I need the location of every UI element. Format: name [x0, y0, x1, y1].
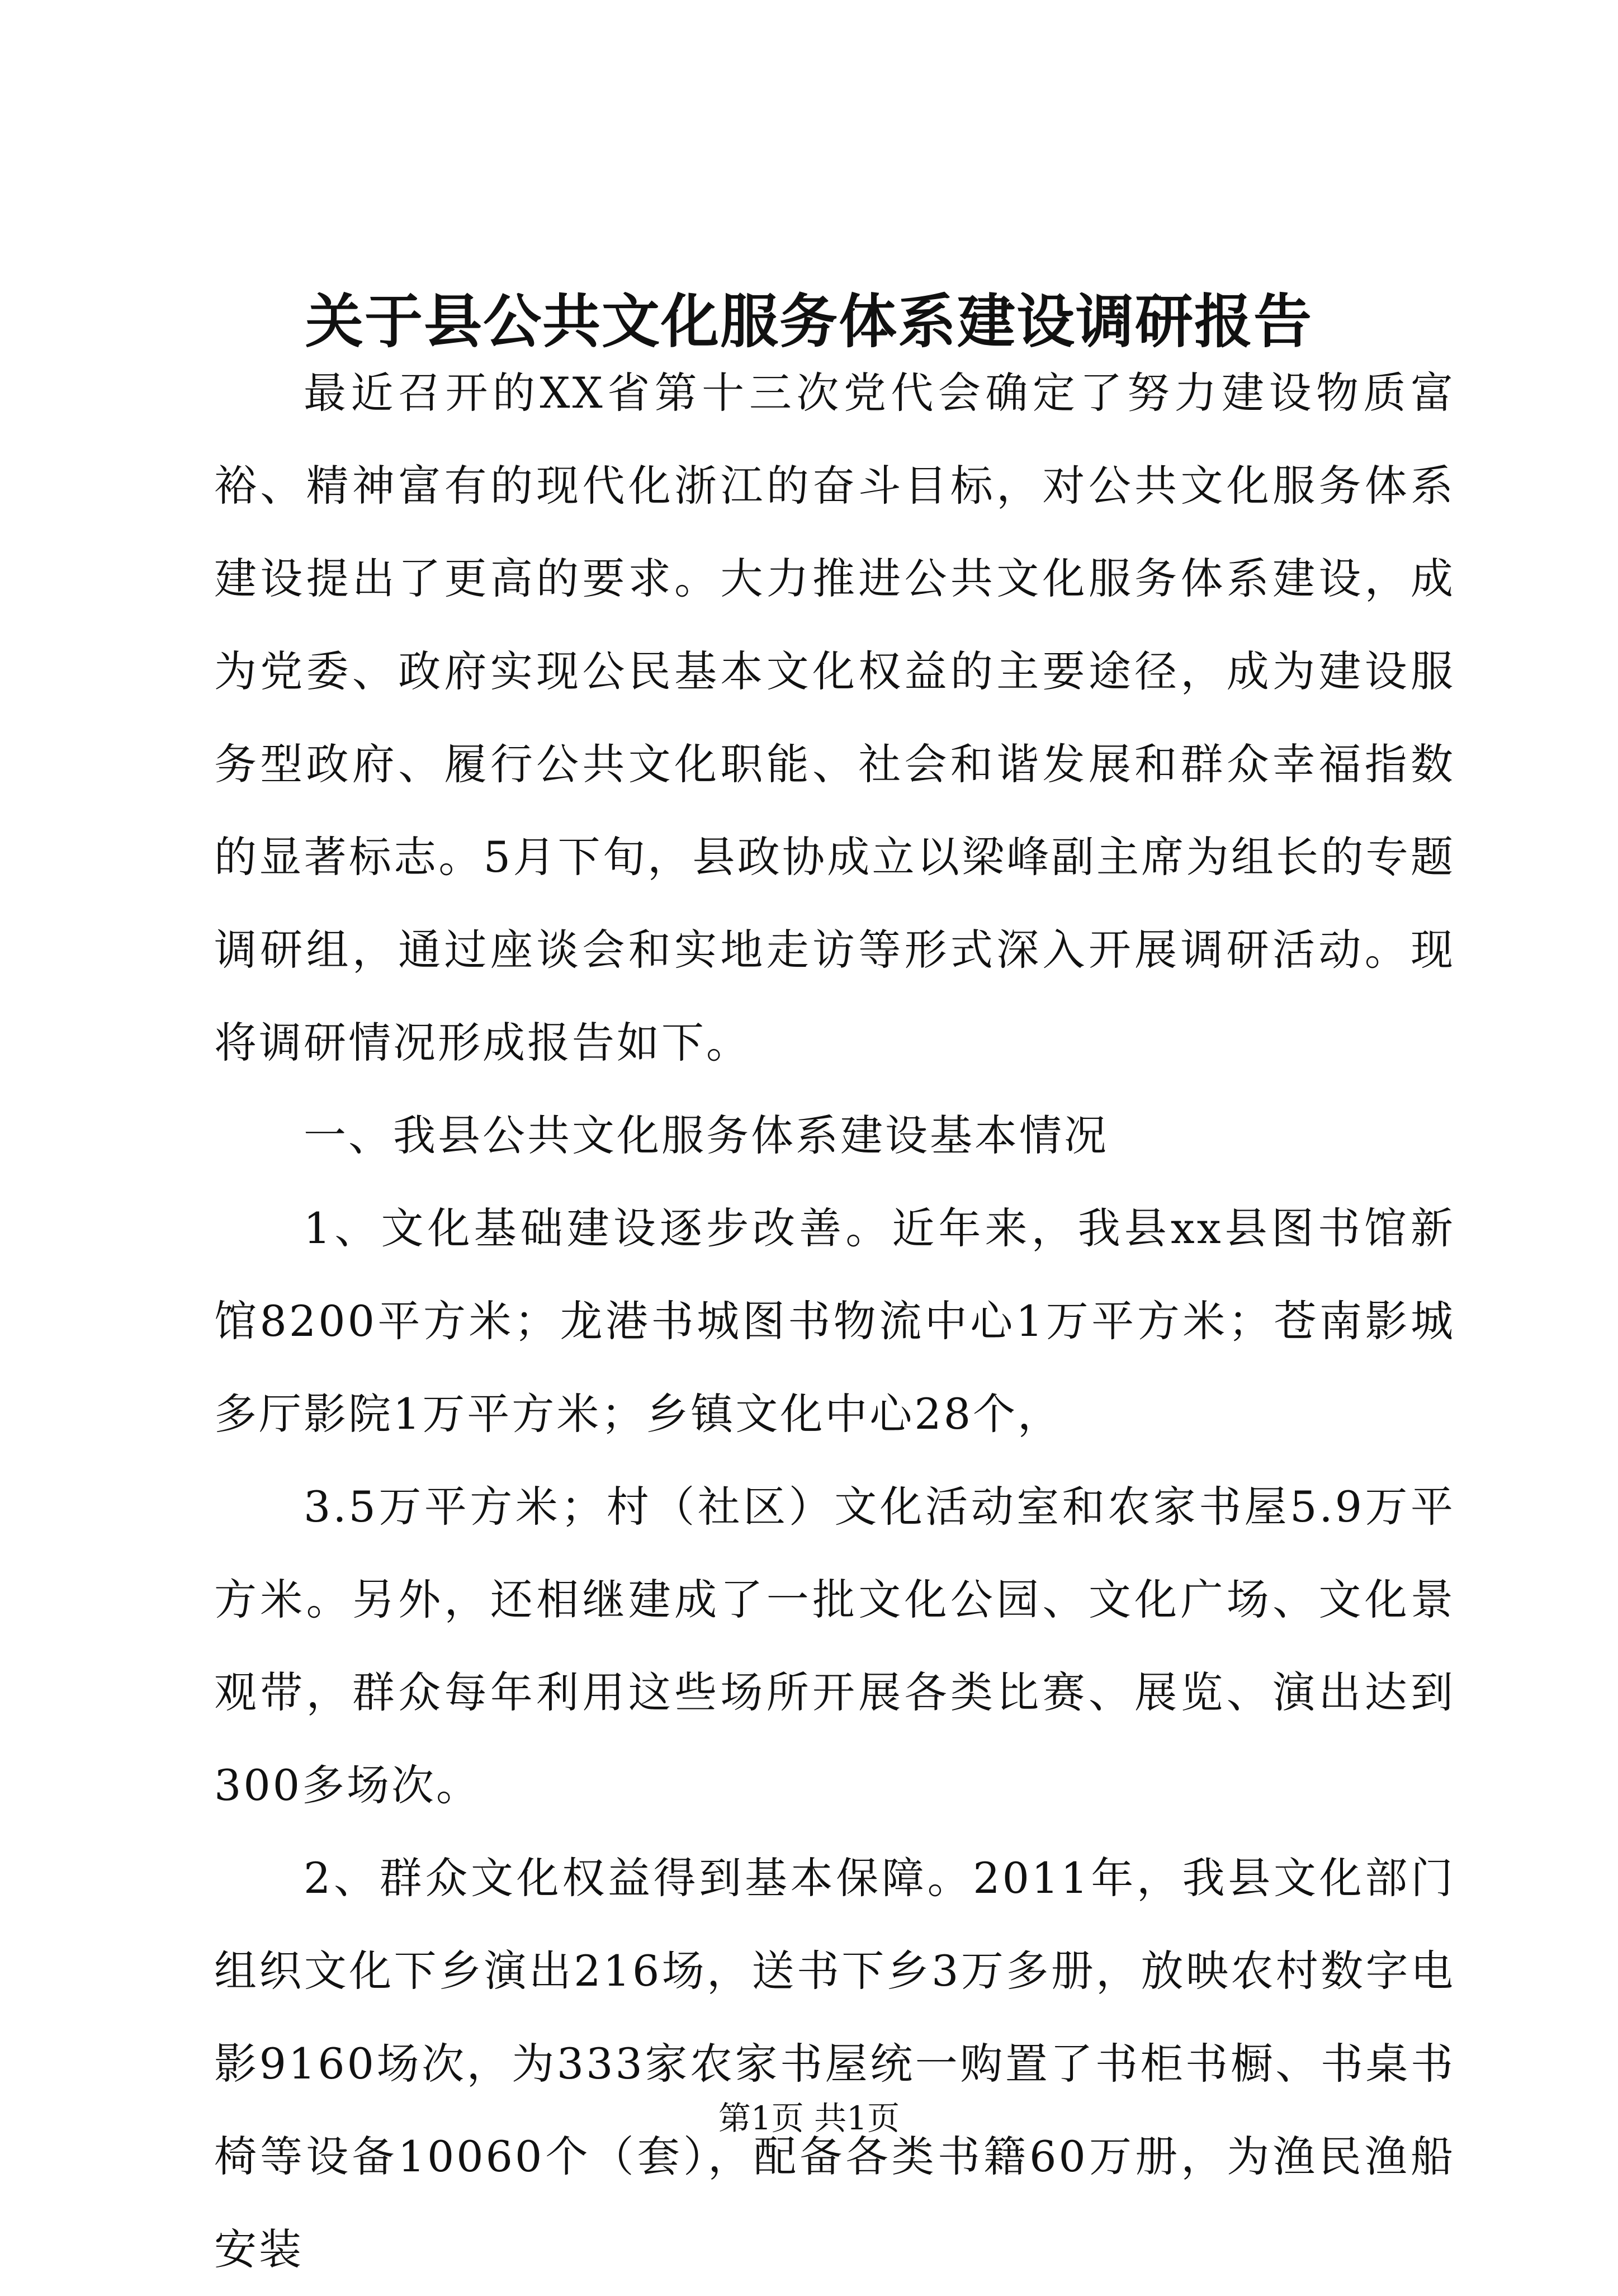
page-footer: 第1页 共1页 — [718, 2099, 900, 2137]
paragraph-intro: 最近召开的XX省第十三次党代会确定了努力建设物质富裕、精神富有的现代化浙江的奋斗目标，对公共文化服务体系建设提出了更高的要求。大力推进公共文化服务体系建设，成为党委、政府实现公民基本文化权益的主要途径，成为建设服务型政府、履行公共文化职能、社会和谐发展和群众幸福指数的显著标志。5月下旬，县政协成立以梁峰副主席为组长的专题调研组，通过座谈会和实地走访等形式深入开展调研活动。现将调研情况形成报告如下。 — [214, 368, 1455, 1067]
paragraph-infrastructure: 1、文化基础建设逐步改善。近年来，我县xx县图书馆新馆8200平方米；龙港书城图书物流中心1万平方米；苍南影城多厅影院1万平方米；乡镇文化中心28个， — [214, 1203, 1455, 1439]
paragraph-facilities: 3.5万平方米；村（社区）文化活动室和农家书屋5.9万平方米。另外，还相继建成了一批文化公园、文化广场、文化景观带，群众每年利用这些场所开展各类比赛、展览、演出达到300多场次。 — [214, 1482, 1455, 1810]
document-body — [214, 347, 1455, 2296]
document-title: 关于县公共文化服务体系建设调研报告 — [305, 287, 1313, 356]
paragraph-cultural-rights: 2、群众文化权益得到基本保障。2011年，我县文化部门组织文化下乡演出216场，送书下乡3万多册，放映农村数字电影9160场次，为333家农家书屋统一购置了书柜书橱、书桌书椅等设备10060个（套），配备各类书籍60万册，为渔民渔船安装 — [214, 1853, 1455, 2274]
section-heading-1: 一、我县公共文化服务体系建设基本情况 — [304, 1111, 1109, 1160]
